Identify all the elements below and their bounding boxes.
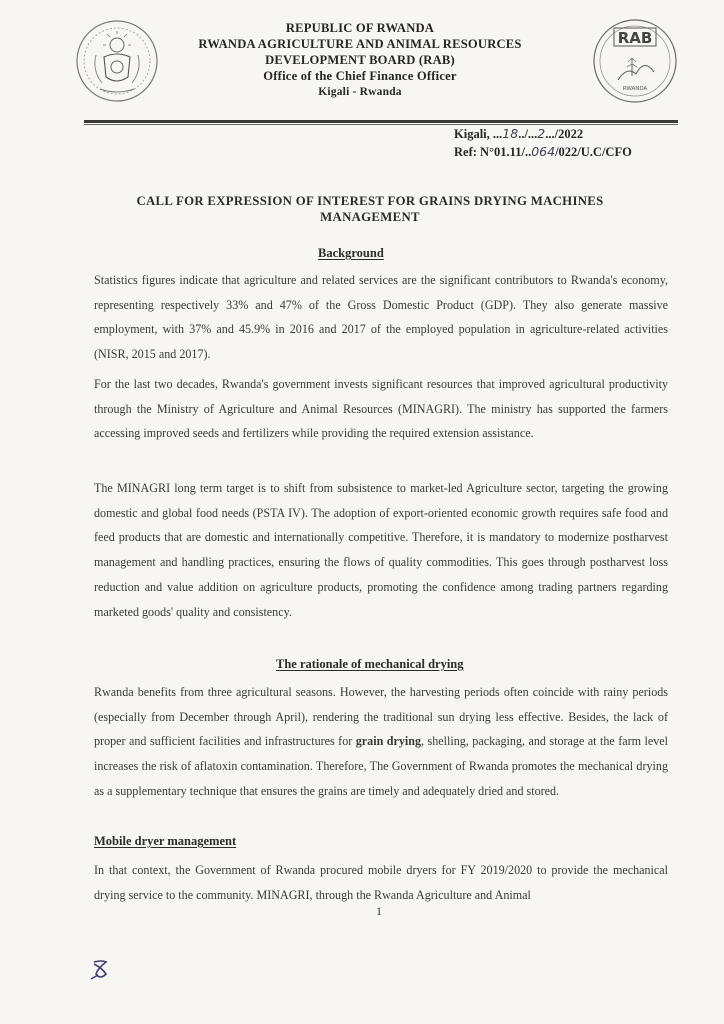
rationale-text-start: Rwanda benefits from three agricultural seasons. However, the harvesting periods often coincide with rainy periods (especially from December through April), rendering the traditional sun drying less effective. Besides, the lack of proper and sufficient facilities and infrastructures for xyxy=(94,685,668,749)
paragraph-government-investment: For the last two decades, Rwanda's government invests significant resources that improved agricultural productivity through the Ministry of Agriculture and Animal Resources (MINAGRI). The ministry has supported the farmers accessing improved seeds and fertilizers while providing the required extension assistance. xyxy=(94,377,668,441)
letterhead-city: Kigali - Rwanda xyxy=(318,86,402,98)
letterhead-institution: RWANDA AGRICULTURE AND ANIMAL RESOURCES xyxy=(198,37,522,51)
mobile-dryer-heading: Mobile dryer management xyxy=(94,834,237,848)
ref-number-handwritten: 064 xyxy=(531,144,556,159)
ref-suffix: /022/U.C/CFO xyxy=(555,145,632,159)
handwritten-initial-mark xyxy=(88,958,114,982)
date-separator: ../... xyxy=(518,127,538,141)
letterhead-institution-cont: DEVELOPMENT BOARD (RAB) xyxy=(265,53,455,67)
paragraph-rationale xyxy=(94,680,668,804)
date-line xyxy=(454,125,632,143)
rab-logo-subtext: RWANDA xyxy=(622,86,648,92)
reference-line xyxy=(454,143,632,161)
document-title-line2: MANAGEMENT xyxy=(320,210,420,224)
rationale-heading: The rationale of mechanical drying xyxy=(276,657,464,671)
rab-logo-seal xyxy=(592,14,678,108)
letterhead-office: Office of the Chief Finance Officer xyxy=(263,69,457,83)
rationale-bold-term: grain drying xyxy=(355,734,422,749)
paragraph-statistics: Statistics figures indicate that agriculture and related services are the significant contributors to Rwanda's economy, representing respectively 33% and 47% of the Gross Domestic Product (GDP). They also generate massive employment, with 37% and 45.9% in 2016 and 2017 of the employed population in agriculture-related activities (NISR, 2015 and 2017). xyxy=(94,273,668,362)
header-divider xyxy=(84,120,678,123)
paragraph-minagri-target: The MINAGRI long term target is to shift from subsistence to market-led Agriculture sector, targeting the growing domestic and global food needs (PSTA IV). The adoption of export-oriented economic growth requires safe food and feed products that are domestic and internationally competitive. Therefore, it is mandatory to modernize postharvest management and handling practices, ensuring the flows of quality commodities. This goes through postharvest loss reduction and value addition on agriculture products, promoting the confidence among trading partners regarding marketed goods' quality and consistency. xyxy=(94,481,668,619)
date-day-handwritten: 18 xyxy=(502,126,519,141)
background-heading: Background xyxy=(318,246,384,260)
date-reference-block xyxy=(454,125,632,161)
date-year: .../2022 xyxy=(545,127,584,141)
rwanda-coat-of-arms-seal xyxy=(74,15,160,109)
letterhead-country: REPUBLIC OF RWANDA xyxy=(285,21,435,35)
ref-prefix: Ref: N°01.11/.. xyxy=(454,145,532,159)
rab-logo-text: RAB xyxy=(617,29,653,47)
page-number: 1 xyxy=(376,904,382,918)
rationale-text-end: , shelling, packaging, and storage at the farm level increases the risk of aflatoxin contamination. Therefore, The Government of Rwanda promotes the mechanical drying as a supplementary technique that ensures the grains are timely and adequately dried and stored. xyxy=(94,734,668,798)
letterhead xyxy=(190,20,530,100)
document-title-line1: CALL FOR EXPRESSION OF INTEREST FOR GRAINS DRYING MACHINES xyxy=(136,194,604,208)
date-prefix: Kigali, ... xyxy=(454,127,503,141)
paragraph-mobile-dryers: In that context, the Government of Rwanda procured mobile dryers for FY 2019/2020 to provide the mechanical drying service to the community. MINAGRI, through the Rwanda Agriculture and Animal xyxy=(94,863,668,902)
date-month-handwritten: 2 xyxy=(537,126,546,141)
document-title xyxy=(120,193,620,225)
